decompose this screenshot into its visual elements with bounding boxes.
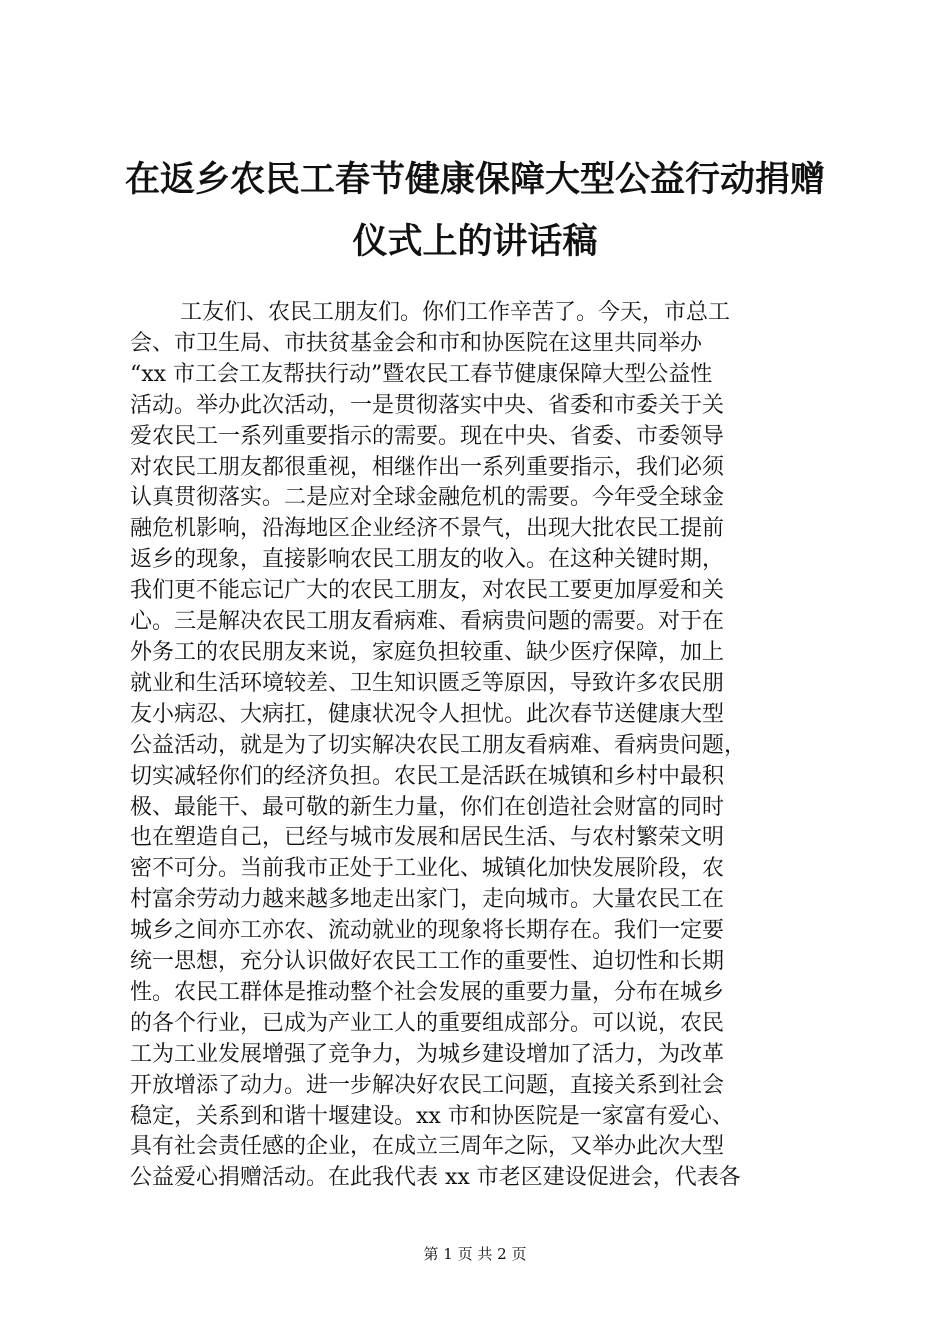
body-line: 活动。举办此次活动，一是贯彻落实中央、省委和市委关于关 <box>130 392 725 418</box>
body-line: 性。农民工群体是推动整个社会发展的重要力量，分布在城乡 <box>130 979 725 1005</box>
body-line: 公益活动，就是为了切实解决农民工朋友看病难、看病贵问题， <box>130 732 747 758</box>
body-line: 切实减轻你们的经济负担。农民工是活跃在城镇和乡村中最积 <box>130 763 725 789</box>
body-line: 稳定，关系到和谐十堰建设。xx 市和协医院是一家富有爱心、 <box>130 1103 734 1129</box>
document-title-line-1: 在返乡农民工春节健康保障大型公益行动捐赠 <box>124 160 825 200</box>
body-line: 具有社会责任感的企业，在成立三周年之际，又举办此次大型 <box>130 1134 725 1160</box>
body-line: 城乡之间亦工亦农、流动就业的现象将长期存在。我们一定要 <box>130 918 725 944</box>
body-line: 统一思想，充分认识做好农民工工作的重要性、迫切性和长期 <box>130 949 725 975</box>
body-line: 外务工的农民朋友来说，家庭负担较重、缺少医疗保障，加上 <box>130 639 725 665</box>
page-footer: 第 1 页 共 2 页 <box>423 1245 527 1263</box>
body-line: 公益爱心捐赠活动。在此我代表 xx 市老区建设促进会，代表各 <box>130 1165 741 1191</box>
body-line: 爱农民工一系列重要指示的需要。现在中央、省委、市委领导 <box>130 423 725 449</box>
body-line: 工为工业发展增强了竞争力，为城乡建设增加了活力，为改革 <box>130 1041 725 1067</box>
body-line: 也在塑造自己，已经与城市发展和居民生活、与农村繁荣文明 <box>130 825 725 851</box>
body-line: 对农民工朋友都很重视，相继作出一系列重要指示，我们必须 <box>130 454 725 480</box>
body-line: 融危机影响，沿海地区企业经济不景气，出现大批农民工提前 <box>130 516 725 542</box>
body-line: “xx 市工会工友帮扶行动”暨农民工春节健康保障大型公益性 <box>130 361 713 387</box>
body-line: 的各个行业，已成为产业工人的重要组成部分。可以说，农民 <box>130 1010 725 1036</box>
body-line: 村富余劳动力越来越多地走出家门，走向城市。大量农民工在 <box>130 887 725 913</box>
body-line: 返乡的现象，直接影响农民工朋友的收入。在这种关键时期， <box>130 547 725 573</box>
body-line: 心。三是解决农民工朋友看病难、看病贵问题的需要。对于在 <box>130 609 725 635</box>
body-line: 认真贯彻落实。二是应对全球金融危机的需要。今年受全球金 <box>130 485 725 511</box>
document-title-line-2: 仪式上的讲话稿 <box>352 222 598 262</box>
body-line: 密不可分。当前我市正处于工业化、城镇化加快发展阶段，农 <box>130 856 725 882</box>
body-line: 工友们、农民工朋友们。你们工作辛苦了。今天，市总工 <box>180 300 731 325</box>
document-body <box>130 298 835 1194</box>
body-line: 极、最能干、最可敬的新生力量，你们在创造社会财富的同时 <box>130 794 725 820</box>
body-line: 就业和生活环境较差、卫生知识匮乏等原因，导致许多农民朋 <box>130 670 725 696</box>
body-line: 开放增添了动力。进一步解决好农民工问题，直接关系到社会 <box>130 1072 725 1098</box>
body-line: 我们更不能忘记广大的农民工朋友，对农民工要更加厚爱和关 <box>130 578 725 604</box>
body-line: 会、市卫生局、市扶贫基金会和市和协医院在这里共同举办 <box>130 330 703 356</box>
body-line: 友小病忍、大病扛，健康状况令人担忧。此次春节送健康大型 <box>130 701 725 727</box>
